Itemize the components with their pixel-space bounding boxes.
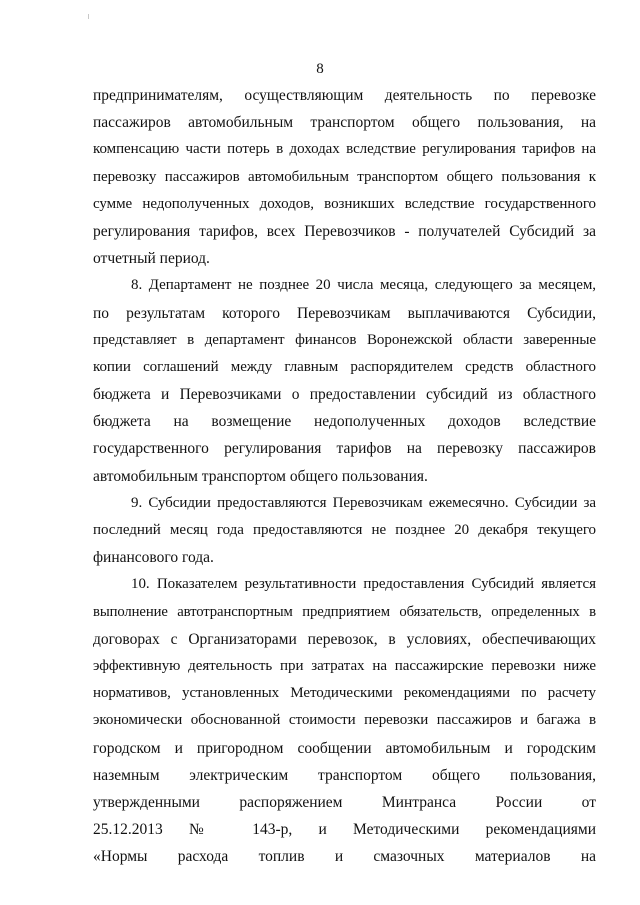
text-line: по результатам которого Перевозчикам выплачиваются Субсидии, xyxy=(93,304,596,322)
text-line: экономически обоснованной стоимости перевозки пассажиров и багажа в xyxy=(93,712,596,729)
text-line: бюджета и Перевозчиками о предоставлении субсидий из областного xyxy=(93,386,596,404)
text-line: перевозку пассажиров автомобильным транспортом общего пользования к xyxy=(93,168,596,185)
text-line: автомобильным транспортом общего пользования. xyxy=(93,467,428,485)
paragraph-continuation xyxy=(93,82,596,272)
text-line: 25.12.2013 № 143-р, и Методическими рекомендациями xyxy=(93,821,596,839)
text-line: отчетный период. xyxy=(93,250,210,268)
text-line: финансового года. xyxy=(93,549,214,567)
text-line: последний месяц года предоставляются не позднее 20 декабря текущего xyxy=(93,522,596,538)
text-line: копии соглашений между главным распорядителем средств областного xyxy=(93,358,596,375)
text-line: «Нормы расхода топлив и смазочных материалов на xyxy=(93,848,596,866)
text-line: государственного регулирования тарифов на перевозку пассажиров xyxy=(93,440,596,458)
page-number: 8 xyxy=(316,61,324,77)
text-line: эффективную деятельность при затратах на пассажирские перевозки ниже xyxy=(93,657,596,674)
text-line: регулирования тарифов, всех Перевозчиков - получателей Субсидий за xyxy=(93,222,596,240)
text-line: нормативов, установленных Методическими рекомендациями по расчету xyxy=(93,685,596,702)
text-line: 8. Департамент не позднее 20 числа месяца, следующего за месяцем, xyxy=(131,277,596,294)
text-line: утвержденными распоряжением Минтранса России от xyxy=(93,793,596,811)
text-line: пассажиров автомобильным транспортом общего пользования, на xyxy=(93,114,596,132)
text-line: выполнение автотранспортным предприятием обязательств, определенных в xyxy=(93,603,596,620)
text-line: городском и пригородном сообщении автомобильным и городским xyxy=(93,739,596,757)
text-line: представляет в департамент финансов Воронежской области заверенные xyxy=(93,331,596,348)
text-line: сумме недополученных доходов, возникших вследствие государственного xyxy=(93,195,596,212)
scan-artifact xyxy=(88,14,89,19)
paragraph-item-10 xyxy=(93,571,596,870)
text-line: бюджета на возмещение недополученных доходов вследствие xyxy=(93,413,596,431)
text-line: 9. Субсидии предоставляются Перевозчикам ежемесячно. Субсидии за xyxy=(131,494,596,511)
paragraph-item-8 xyxy=(93,272,596,490)
text-line: договорах с Организаторами перевозок, в условиях, обеспечивающих xyxy=(93,630,596,648)
text-line: компенсацию части потерь в доходах вследствие регулирования тарифов на xyxy=(93,141,596,158)
document-body xyxy=(93,82,596,870)
text-line: наземным электрическим транспортом общего пользования, xyxy=(93,766,596,784)
text-line: 10. Показателем результативности предоставления Субсидий является xyxy=(131,576,596,593)
text-line: предпринимателям, осуществляющим деятельность по перевозке xyxy=(93,87,596,104)
paragraph-item-9 xyxy=(93,490,596,572)
